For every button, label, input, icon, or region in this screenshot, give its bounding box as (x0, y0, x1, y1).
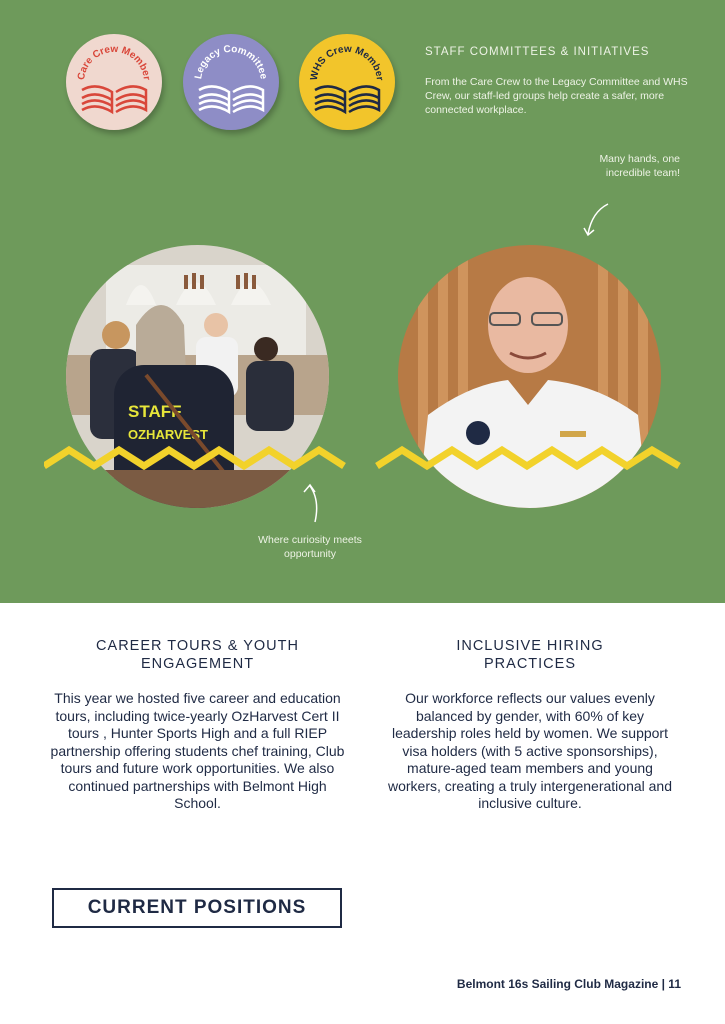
badge-label: Legacy Committee (193, 43, 269, 80)
curiosity-caption: Where curiosity meets opportunity (258, 534, 362, 560)
wave-fields-icon (82, 86, 146, 112)
svg-text:WHS Crew Member (309, 44, 385, 82)
zigzag-decoration-left (44, 444, 352, 476)
page-footer: Belmont 16s Sailing Club Magazine | 11 (456, 977, 681, 991)
ozharvest-hoodie-text: OZHARVEST (128, 427, 208, 442)
hiring-heading: INCLUSIVE HIRING PRACTICES (456, 638, 604, 672)
svg-text:Care Crew Member (76, 44, 152, 81)
badge-label: WHS Crew Member (308, 43, 386, 82)
committees-text: From the Care Crew to the Legacy Committee and WHS Crew, our staff-led groups help create a safer, more connected workplace. (425, 76, 688, 116)
zigzag-decoration-right (375, 444, 683, 476)
legacy-committee-badge (183, 34, 279, 130)
curved-arrow-icon (300, 480, 326, 524)
committees-title: STAFF COMMITTEES & INITIATIVES (425, 46, 650, 58)
whs-crew-badge (299, 34, 395, 130)
team-caption: Many hands, one incredible team! (599, 153, 680, 179)
current-positions-button[interactable]: CURRENT POSITIONS (52, 888, 342, 928)
care-crew-badge (66, 34, 162, 130)
curved-arrow-icon (582, 200, 612, 240)
hiring-body: Our workforce reflects our values evenly balanced by gender, with 60% of key leadership roles held by women. We support visa holders (with 5 active sponsorships), mature-aged team members and young workers, creating a truly intergenerational and inclusive culture. (387, 690, 673, 811)
career-body: This year we hosted five career and education tours, including twice-yearly OzHarvest Cert II tours , Hunter Sports High and a full RIEP partnership offering students chef training, Club tours and future work opportunities. We also continued partnerships with Belmont High School. (50, 690, 345, 811)
wave-fields-icon (199, 86, 263, 112)
staff-hoodie-text: STAFF (128, 402, 182, 421)
svg-text:Legacy Committee (193, 44, 269, 81)
badge-label: Care Crew Member (75, 43, 152, 81)
career-heading: CAREER TOURS & YOUTH ENGAGEMENT (96, 638, 299, 672)
wave-fields-icon (315, 86, 379, 112)
